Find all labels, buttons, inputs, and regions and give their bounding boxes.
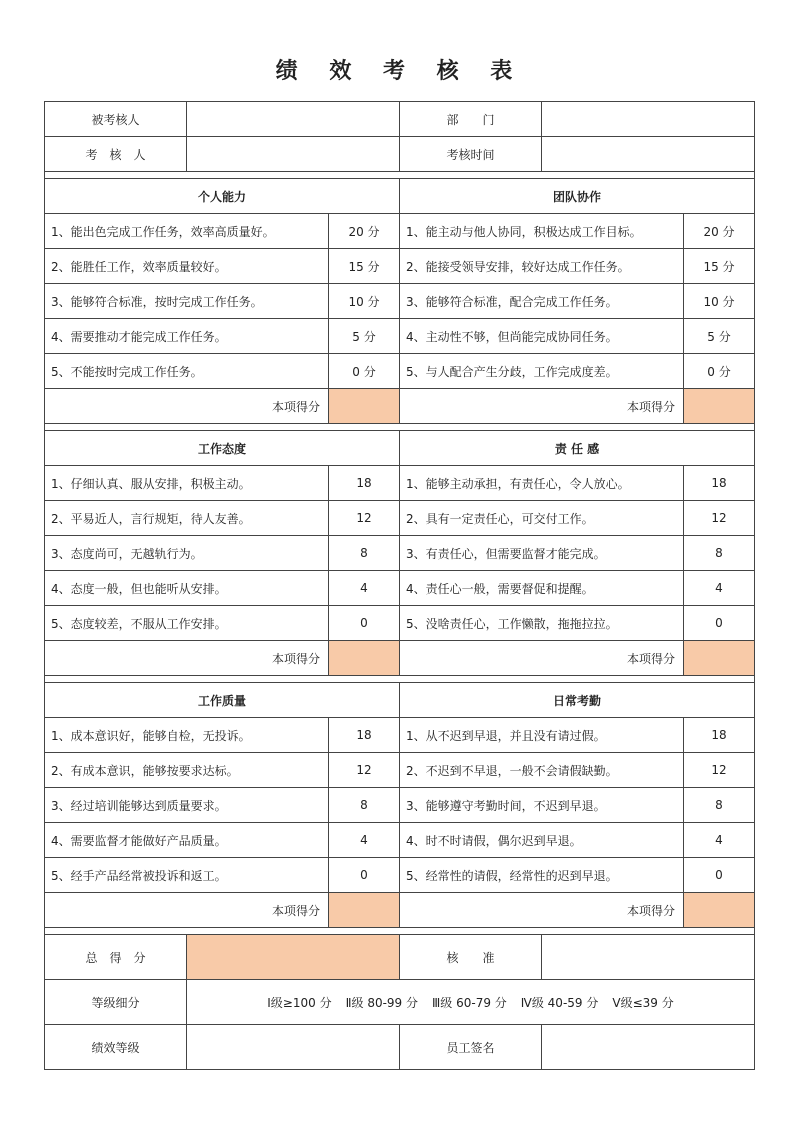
- level-row: [45, 1025, 755, 1070]
- criteria-score: 12: [684, 501, 755, 536]
- criteria-score: 0: [329, 606, 400, 641]
- criteria-row: [45, 249, 755, 284]
- criteria-text: 5、经手产品经常被投诉和返工。: [45, 858, 329, 893]
- criteria-score: 0 分: [684, 354, 755, 389]
- criteria-score: 0: [684, 606, 755, 641]
- criteria-text: 4、需要推动才能完成工作任务。: [45, 319, 329, 354]
- criteria-score: 4: [684, 571, 755, 606]
- criteria-text: 4、态度一般，但也能听从安排。: [45, 571, 329, 606]
- criteria-score: 5 分: [329, 319, 400, 354]
- criteria-score: 12: [329, 501, 400, 536]
- approve-field[interactable]: [542, 935, 755, 980]
- criteria-score: 0: [684, 858, 755, 893]
- criteria-row: [45, 501, 755, 536]
- criteria-score: 4: [329, 823, 400, 858]
- criteria-score: 8: [684, 536, 755, 571]
- criteria-text: 2、不迟到不早退，一般不会请假缺勤。: [400, 753, 684, 788]
- criteria-score: 10 分: [329, 284, 400, 319]
- section-title-right: 团队协作: [400, 179, 755, 214]
- criteria-row: [45, 319, 755, 354]
- criteria-text: 5、态度较差，不服从工作安排。: [45, 606, 329, 641]
- criteria-row: [45, 571, 755, 606]
- criteria-row: [45, 788, 755, 823]
- criteria-score: 5 分: [684, 319, 755, 354]
- level-field[interactable]: [187, 1025, 400, 1070]
- criteria-text: 3、态度尚可，无越轨行为。: [45, 536, 329, 571]
- assessor-field[interactable]: [187, 137, 400, 172]
- grade-item: Ⅲ级 60-79 分: [432, 995, 507, 1010]
- criteria-text: 2、具有一定责任心，可交付工作。: [400, 501, 684, 536]
- criteria-score: 12: [329, 753, 400, 788]
- criteria-row: [45, 354, 755, 389]
- subtotal-label: 本项得分: [400, 389, 684, 424]
- total-field[interactable]: [187, 935, 400, 980]
- criteria-score: 18: [329, 466, 400, 501]
- section-title-left: 工作质量: [45, 683, 400, 718]
- criteria-score: 4: [684, 823, 755, 858]
- total-row: [45, 935, 755, 980]
- dept-field[interactable]: [542, 102, 755, 137]
- criteria-text: 3、能够符合标准，配合完成工作任务。: [400, 284, 684, 319]
- criteria-score: 8: [329, 788, 400, 823]
- criteria-text: 3、有责任心，但需要监督才能完成。: [400, 536, 684, 571]
- criteria-text: 2、平易近人，言行规矩，待人友善。: [45, 501, 329, 536]
- criteria-text: 4、主动性不够，但尚能完成协同任务。: [400, 319, 684, 354]
- time-field[interactable]: [542, 137, 755, 172]
- criteria-score: 0 分: [329, 354, 400, 389]
- subtotal-label: 本项得分: [45, 389, 329, 424]
- subtotal-row: [45, 893, 755, 928]
- section-header-row: [45, 179, 755, 214]
- criteria-text: 1、从不迟到早退，并且没有请过假。: [400, 718, 684, 753]
- time-label: 考核时间: [400, 137, 542, 172]
- section-title-left: 个人能力: [45, 179, 400, 214]
- criteria-score: 20 分: [684, 214, 755, 249]
- level-label: 绩效等级: [45, 1025, 187, 1070]
- criteria-score: 18: [684, 718, 755, 753]
- section-title-left: 工作态度: [45, 431, 400, 466]
- criteria-text: 1、成本意识好，能够自检，无投诉。: [45, 718, 329, 753]
- sign-label: 员工签名: [400, 1025, 542, 1070]
- assessment-table: [44, 101, 755, 1070]
- criteria-row: [45, 466, 755, 501]
- grade-item: Ⅱ级 80-99 分: [345, 995, 418, 1010]
- grade-list: [187, 980, 755, 1025]
- criteria-score: 12: [684, 753, 755, 788]
- criteria-row: [45, 753, 755, 788]
- subtotal-label: 本项得分: [400, 641, 684, 676]
- subtotal-field[interactable]: [329, 641, 400, 676]
- criteria-score: 15 分: [684, 249, 755, 284]
- section-title-right: 日常考勤: [400, 683, 755, 718]
- assessee-field[interactable]: [187, 102, 400, 137]
- assessee-label: 被考核人: [45, 102, 187, 137]
- criteria-row: [45, 606, 755, 641]
- criteria-score: 18: [329, 718, 400, 753]
- criteria-text: 4、责任心一般，需要督促和提醒。: [400, 571, 684, 606]
- subtotal-label: 本项得分: [45, 893, 329, 928]
- criteria-row: [45, 858, 755, 893]
- criteria-score: 18: [684, 466, 755, 501]
- grade-item: Ⅰ级≥100 分: [267, 995, 332, 1010]
- section-header-row: [45, 431, 755, 466]
- criteria-text: 2、能胜任工作，效率质量较好。: [45, 249, 329, 284]
- section-header-row: [45, 683, 755, 718]
- criteria-score: 15 分: [329, 249, 400, 284]
- subtotal-field[interactable]: [329, 893, 400, 928]
- criteria-text: 3、经过培训能够达到质量要求。: [45, 788, 329, 823]
- grade-item: Ⅴ级≤39 分: [612, 995, 674, 1010]
- criteria-score: 10 分: [684, 284, 755, 319]
- criteria-text: 1、能主动与他人协同，积极达成工作目标。: [400, 214, 684, 249]
- criteria-score: 8: [329, 536, 400, 571]
- criteria-score: 4: [329, 571, 400, 606]
- approve-label: 核 准: [400, 935, 542, 980]
- criteria-text: 2、能接受领导安排，较好达成工作任务。: [400, 249, 684, 284]
- criteria-text: 3、能够符合标准，按时完成工作任务。: [45, 284, 329, 319]
- criteria-text: 1、仔细认真、服从安排，积极主动。: [45, 466, 329, 501]
- criteria-row: [45, 284, 755, 319]
- grade-label: 等级细分: [45, 980, 187, 1025]
- criteria-text: 4、时不时请假，偶尔迟到早退。: [400, 823, 684, 858]
- criteria-text: 5、与人配合产生分歧，工作完成度差。: [400, 354, 684, 389]
- criteria-text: 3、能够遵守考勤时间，不迟到早退。: [400, 788, 684, 823]
- total-label: 总 得 分: [45, 935, 187, 980]
- grade-item: Ⅳ级 40-59 分: [520, 995, 599, 1010]
- subtotal-field[interactable]: [329, 389, 400, 424]
- criteria-text: 4、需要监督才能做好产品质量。: [45, 823, 329, 858]
- criteria-text: 1、能够主动承担，有责任心，令人放心。: [400, 466, 684, 501]
- criteria-row: [45, 214, 755, 249]
- subtotal-row: [45, 641, 755, 676]
- section-gap: [45, 424, 755, 431]
- subtotal-row: [45, 389, 755, 424]
- criteria-score: 20 分: [329, 214, 400, 249]
- subtotal-field[interactable]: [684, 893, 755, 928]
- section-gap: [45, 172, 755, 179]
- assessor-label: 考 核 人: [45, 137, 187, 172]
- criteria-row: [45, 718, 755, 753]
- section-gap: [45, 676, 755, 683]
- subtotal-label: 本项得分: [45, 641, 329, 676]
- dept-label: 部 门: [400, 102, 542, 137]
- criteria-row: [45, 536, 755, 571]
- sign-field[interactable]: [542, 1025, 755, 1070]
- section-title-right: 责 任 感: [400, 431, 755, 466]
- criteria-score: 0: [329, 858, 400, 893]
- section-gap: [45, 928, 755, 935]
- criteria-text: 5、经常性的请假，经常性的迟到早退。: [400, 858, 684, 893]
- criteria-score: 8: [684, 788, 755, 823]
- subtotal-label: 本项得分: [400, 893, 684, 928]
- page-title: 绩 效 考 核 表: [275, 59, 525, 84]
- grade-row: [45, 980, 755, 1025]
- subtotal-field[interactable]: [684, 641, 755, 676]
- criteria-text: 5、没啥责任心，工作懒散，拖拖拉拉。: [400, 606, 684, 641]
- criteria-text: 1、能出色完成工作任务，效率高质量好。: [45, 214, 329, 249]
- criteria-text: 2、有成本意识，能够按要求达标。: [45, 753, 329, 788]
- criteria-row: [45, 823, 755, 858]
- criteria-text: 5、不能按时完成工作任务。: [45, 354, 329, 389]
- subtotal-field[interactable]: [684, 389, 755, 424]
